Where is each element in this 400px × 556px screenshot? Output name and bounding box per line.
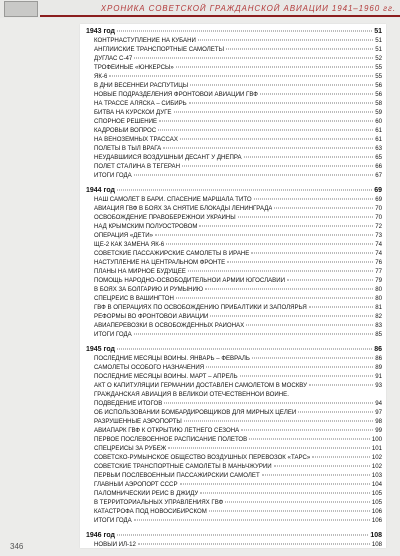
entry-title: НАСТУПЛЕНИЕ НА ЦЕНТРАЛЬНОМ ФРОНТЕ (94, 259, 226, 266)
entry-page: 98 (375, 418, 382, 425)
toc-entry (94, 472, 382, 481)
toc-entry (94, 259, 382, 268)
dot-leader (134, 58, 373, 59)
dot-leader (226, 49, 373, 50)
dot-leader (199, 226, 373, 227)
dot-leader (117, 535, 368, 536)
toc-entry (94, 331, 382, 340)
section-heading (86, 187, 382, 196)
dot-leader (200, 493, 370, 494)
section-title: 1943 год (86, 28, 115, 35)
dot-leader (298, 412, 373, 413)
dot-leader (309, 307, 373, 308)
toc-entry (94, 490, 382, 499)
toc-entry (94, 499, 382, 508)
dot-leader (206, 367, 373, 368)
dot-leader (134, 175, 374, 176)
entry-page: 104 (371, 481, 382, 488)
entry-title: ПЕРВЫЙ ПОСЛЕВОЕННЫЙ ПАССАЖИРСКИЙ САМОЛЕТ (94, 472, 260, 479)
toc-entry (94, 364, 382, 373)
entry-title: НАШ САМОЛЕТ В БАРИ. СПАСЕНИЕ МАРШАЛА ТИТО (94, 196, 252, 203)
section-page: 108 (370, 532, 382, 539)
toc-entry (94, 145, 382, 154)
entry-title: АВИАЦИЯ ГВФ В БОЯХ ЗА СНЯТИЕ БЛОКАДЫ ЛЕНИНГРАДА (94, 205, 273, 212)
entry-page: 89 (375, 364, 382, 371)
entry-title: ПОЛЕТЫ В ТЫЛ ВРАГА (94, 145, 162, 152)
entry-page: 91 (375, 373, 382, 380)
entry-title: ТРОФЕЙНЫЕ «ЮНКЕРСЫ» (94, 64, 174, 71)
entry-title: ЩЕ-2 КАК ЗАМЕНА ЯК-6 (94, 241, 165, 248)
entry-page: 56 (375, 91, 382, 98)
dot-leader (312, 457, 370, 458)
entry-page: 51 (375, 37, 382, 44)
entry-page: 105 (371, 499, 382, 506)
dot-leader (190, 85, 373, 86)
toc-entry (94, 163, 382, 172)
entry-page: 99 (375, 427, 382, 434)
dot-leader (176, 67, 373, 68)
section-heading (86, 28, 382, 37)
toc-entry (94, 445, 382, 454)
dot-leader (166, 244, 373, 245)
section-title: 1945 год (86, 346, 115, 353)
dot-leader (274, 208, 373, 209)
toc-entry (94, 109, 382, 118)
entry-page: 82 (375, 313, 382, 320)
entry-page: 102 (371, 463, 382, 470)
entry-title: СПОРНОЕ РЕШЕНИЕ (94, 118, 158, 125)
entry-title: ИТОГИ ГОДА (94, 172, 132, 179)
entry-title: ДУГЛАС С-47 (94, 55, 133, 62)
entry-title: АКТ О КАПИТУЛЯЦИИ ГЕРМАНИИ ДОСТАВЛЕН САМОЛЕТОМ В МОСКВУ (94, 382, 308, 389)
toc-entry (94, 508, 382, 517)
dot-leader (163, 148, 373, 149)
toc-page (80, 24, 386, 548)
toc-entry (94, 196, 382, 205)
entry-page: 106 (371, 508, 382, 515)
dot-leader (262, 475, 370, 476)
toc-entry (94, 427, 382, 436)
entry-title: ПАЛОМНИЧЕСКИЙ РЕЙС В ДЖИДУ (94, 490, 199, 497)
entry-title: СПЕЦРЕЙСЫ ЗА РУБЕЖ (94, 445, 167, 452)
entry-page: 60 (375, 118, 382, 125)
section-title: 1944 год (86, 187, 115, 194)
section-page: 69 (374, 187, 382, 194)
dot-leader (274, 466, 370, 467)
entry-page: 66 (375, 163, 382, 170)
dot-leader (117, 190, 372, 191)
entry-page: 65 (375, 154, 382, 161)
entry-page: 63 (375, 145, 382, 152)
entry-title: СОВЕТСКИЕ ТРАНСПОРТНЫЕ САМОЛЕТЫ В МАНЬЧЖУРИИ (94, 463, 272, 470)
toc-section (86, 532, 382, 550)
entry-title: ПОДВЕДЕНИЕ ИТОГОВ (94, 400, 163, 407)
toc-entry (94, 37, 382, 46)
entry-page: 58 (375, 100, 382, 107)
entry-title: НОВЫЕ ПОДРАЗДЕЛЕНИЯ ФРОНТОВОЙ АВИАЦИИ ГВФ (94, 91, 258, 98)
entry-title: РАЗРУШЕННЫЕ АЭРОПОРТЫ (94, 418, 182, 425)
entry-title: В БОЯХ ЗА БОЛГАРИЮ И РУМЫНИЮ (94, 286, 204, 293)
toc-entry (94, 322, 382, 331)
toc-entry (94, 286, 382, 295)
toc-section (86, 187, 382, 340)
toc-entry (94, 277, 382, 286)
toc-entry (94, 481, 382, 490)
dot-leader (182, 166, 373, 167)
dot-leader (176, 298, 373, 299)
page-number: 346 (10, 542, 24, 551)
entry-page: 77 (375, 268, 382, 275)
entry-title: АВИАПАРК ГВФ К ОТКРЫТИЮ ЛЕТНЕГО СЕЗОНА (94, 427, 240, 434)
entry-page: 74 (375, 250, 382, 257)
toc-entry (94, 214, 382, 223)
toc-entry (94, 436, 382, 445)
entry-title: СОВЕТСКО-РУМЫНСКОЕ ОБЩЕСТВО ВОЗДУШНЫХ ПЕРЕВОЗОК «ТАРС» (94, 454, 311, 461)
entry-page: 100 (371, 436, 382, 443)
entry-page: 67 (375, 172, 382, 179)
entry-page: 69 (375, 196, 382, 203)
toc-entry (94, 100, 382, 109)
dot-leader (174, 112, 374, 113)
entry-title: НА ТРАССЕ АЛЯСКА – СИБИРЬ (94, 100, 187, 107)
entry-page: 101 (371, 445, 382, 452)
dot-leader (164, 403, 373, 404)
dot-leader (238, 217, 374, 218)
running-header (0, 0, 400, 18)
entry-page: 86 (375, 355, 382, 362)
dot-leader (241, 430, 373, 431)
dot-leader (227, 262, 373, 263)
dot-leader (244, 157, 374, 158)
toc-entry (94, 46, 382, 55)
entry-title: НАД КРЫМСКИМ ПОЛУОСТРОВОМ (94, 223, 198, 230)
toc-section (86, 28, 382, 181)
entry-page: 80 (375, 295, 382, 302)
section-heading (86, 532, 382, 541)
dot-leader (168, 448, 370, 449)
toc-entry (94, 91, 382, 100)
dot-leader (134, 520, 370, 521)
entry-title: В ТЕРРИТОРИАЛЬНЫХ УПРАВЛЕНИЯХ ГВФ (94, 499, 224, 506)
entry-page: 52 (375, 55, 382, 62)
toc-entry (94, 295, 382, 304)
section-heading (86, 346, 382, 355)
entry-title: ИТОГИ ГОДА (94, 331, 132, 338)
entry-page: 102 (371, 454, 382, 461)
entry-title: ЯК-6 (94, 73, 108, 80)
dot-leader (309, 385, 373, 386)
entry-page: 108 (371, 541, 382, 548)
entry-page: 94 (375, 400, 382, 407)
toc-entry (94, 409, 382, 418)
entry-page: 106 (371, 517, 382, 524)
toc-entry (94, 64, 382, 73)
entry-page: 93 (375, 382, 382, 389)
entry-title: АВИАПЕРЕВОЗКИ В ОСВОБОЖДЕННЫХ РАЙОНАХ (94, 322, 245, 329)
dot-leader (180, 139, 373, 140)
entry-title: КАТАСТРОФА ПОД НОВОСИБИРСКОМ (94, 508, 207, 515)
header-title: ХРОНИКА СОВЕТСКОЙ ГРАЖДАНСКОЙ АВИАЦИИ 1941–1960 гг. (100, 4, 396, 13)
entry-title: КОНТРНАСТУПЛЕНИЕ НА КУБАНИ (94, 37, 196, 44)
dot-leader (109, 76, 373, 77)
entry-page: 55 (375, 73, 382, 80)
dot-leader (209, 511, 370, 512)
toc-section (86, 346, 382, 526)
toc-entry (94, 541, 382, 550)
toc-entry (94, 400, 382, 409)
entry-title: РЕФОРМЫ ВО ФРОНТОВОЙ АВИАЦИИ (94, 313, 209, 320)
entry-page: 59 (375, 109, 382, 116)
toc-entry (94, 463, 382, 472)
header-rule (40, 15, 400, 17)
dot-leader (198, 40, 373, 41)
dot-leader (260, 94, 373, 95)
toc-entry (94, 241, 382, 250)
entry-title: ИТОГИ ГОДА (94, 517, 132, 524)
toc-entry (94, 205, 382, 214)
entry-page: 76 (375, 259, 382, 266)
dot-leader (134, 334, 374, 335)
dot-leader (210, 316, 373, 317)
dot-leader (189, 103, 374, 104)
entry-page: 79 (375, 277, 382, 284)
entry-page: 103 (371, 472, 382, 479)
entry-title: ПОМОЩЬ НАРОДНО-ОСВОБОДИТЕЛЬНОЙ АРМИИ ЮГОСЛАВИИ (94, 277, 285, 284)
section-title: 1946 год (86, 532, 115, 539)
entry-title: БИТВА НА КУРСКОЙ ДУГЕ (94, 109, 172, 116)
toc-entry (94, 73, 382, 82)
toc-entry (94, 304, 382, 313)
entry-title: ГВФ В ОПЕРАЦИЯХ ПО ОСВОБОЖДЕНИЮ ПРИБАЛТИКИ И ЗАПОЛЯРЬЯ (94, 304, 307, 311)
entry-title: КАДРОВЫЙ ВОПРОС (94, 127, 157, 134)
entry-page: 70 (375, 205, 382, 212)
toc-entry (94, 313, 382, 322)
toc-entry (94, 373, 382, 382)
toc-entry (94, 517, 382, 526)
entry-title: СПЕЦРЕЙС В ВАШИНГТОН (94, 295, 174, 302)
section-page: 86 (374, 346, 382, 353)
entry-title: СОВЕТСКИЕ ПАССАЖИРСКИЕ САМОЛЕТЫ В ИРАНЕ (94, 250, 250, 257)
entry-title: ОСВОБОЖДЕНИЕ ПРАВОБЕРЕЖНОЙ УКРАИНЫ (94, 214, 236, 221)
dot-leader (246, 325, 373, 326)
entry-title: ОБ ИСПОЛЬЗОВАНИИ БОМБАРДИРОВЩИКОВ ДЛЯ МИРНЫХ ЦЕЛЕЙ (94, 409, 297, 416)
dot-leader (117, 31, 372, 32)
toc-entry (94, 82, 382, 91)
toc-entry (94, 154, 382, 163)
toc-entry (94, 172, 382, 181)
dot-leader (254, 199, 374, 200)
table-of-contents (86, 28, 382, 556)
toc-entry (94, 55, 382, 64)
entry-title: ПЛАНЫ НА МИРНОЕ БУДУЩЕЕ (94, 268, 186, 275)
dot-leader (251, 253, 373, 254)
toc-entry (94, 127, 382, 136)
entry-title: ОПЕРАЦИЯ «ДЕТИ» (94, 232, 153, 239)
entry-page: 72 (375, 223, 382, 230)
section-page: 51 (374, 28, 382, 35)
entry-title: НА ВЕНОЗЕМНЫХ ТРАССАХ (94, 136, 178, 143)
entry-title: НЕУДАВШИЙСЯ ВОЗДУШНЫЙ ДЕСАНТ У ДНЕПРА (94, 154, 242, 161)
entry-title: АНГЛИЙСКИЕ ТРАНСПОРТНЫЕ САМОЛЕТЫ (94, 46, 224, 53)
toc-entry (94, 268, 382, 277)
entry-page: 83 (375, 322, 382, 329)
toc-entry (94, 418, 382, 427)
entry-title: НОВЫЙ ИЛ-12 (94, 541, 136, 548)
toc-entry (94, 232, 382, 241)
dot-leader (240, 376, 374, 377)
toc-entry (94, 136, 382, 145)
dot-leader (184, 421, 373, 422)
dot-leader (180, 484, 370, 485)
dot-leader (117, 349, 372, 350)
entry-page: 61 (375, 127, 382, 134)
entry-page: 97 (375, 409, 382, 416)
entry-page: 61 (375, 136, 382, 143)
entry-title: ГРАЖДАНСКАЯ АВИАЦИЯ В ВЕЛИКОЙ ОТЕЧЕСТВЕННОЙ ВОЙНЕ. (94, 391, 289, 398)
dot-leader (188, 271, 373, 272)
toc-entry (94, 223, 382, 232)
logo-icon (4, 1, 38, 17)
entry-title: ПЕРВОЕ ПОСЛЕВОЕННОЕ РАСПИСАНИЕ ПОЛЕТОВ (94, 436, 248, 443)
entry-title: ГЛАВНЫЙ АЭРОПОРТ СССР (94, 481, 178, 488)
dot-leader (155, 235, 373, 236)
dot-leader (252, 358, 373, 359)
dot-leader (159, 121, 373, 122)
entry-page: 74 (375, 241, 382, 248)
entry-page: 85 (375, 331, 382, 338)
entry-title: ПОСЛЕДНИЕ МЕСЯЦЫ ВОЙНЫ. МАРТ – АПРЕЛЬ (94, 373, 238, 380)
entry-page: 105 (371, 490, 382, 497)
entry-page: 56 (375, 82, 382, 89)
entry-title: САМОЛЕТЫ ОСОБОГО НАЗНАЧЕНИЯ (94, 364, 205, 371)
dot-leader (205, 289, 373, 290)
entry-page: 70 (375, 214, 382, 221)
toc-entry (94, 382, 382, 391)
entry-page: 73 (375, 232, 382, 239)
toc-entry (94, 391, 382, 400)
dot-leader (249, 439, 370, 440)
toc-entry (94, 250, 382, 259)
entry-page: 80 (375, 286, 382, 293)
dot-leader (225, 502, 370, 503)
entry-title: В ДНИ ВЕСЕННЕЙ РАСПУТИЦЫ (94, 82, 189, 89)
entry-page: 81 (375, 304, 382, 311)
entry-page: 55 (375, 64, 382, 71)
entry-title: ПОЛЕТ СТАЛИНА В ТЕГЕРАН (94, 163, 181, 170)
entry-title: ПОСЛЕДНИЕ МЕСЯЦЫ ВОЙНЫ. ЯНВАРЬ – ФЕВРАЛЬ (94, 355, 250, 362)
dot-leader (158, 130, 373, 131)
dot-leader (287, 280, 373, 281)
entry-page: 51 (375, 46, 382, 53)
toc-entry (94, 355, 382, 364)
dot-leader (138, 544, 370, 545)
toc-entry (94, 118, 382, 127)
toc-entry (94, 454, 382, 463)
